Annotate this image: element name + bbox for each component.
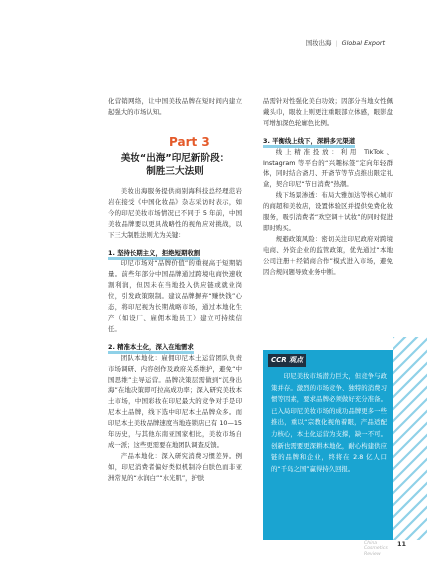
- ccr-paragraph: 印尼美妆市场潜力巨大，但竞争与政策并存。激烈的市场竞争、独特的消费习惯等因素，要求品牌必须做好充分准备。已入局印尼美妆市场的成功品牌更多一些推出，重以“宗教化视角着眼，产品适配力核心，本土化运营为支撑，缺一不可。创新也需要更深耕本地化，耐心构建供应链的品牌和企业，终将在 2.8 亿人口的“千岛之国”赢得持久回报。: [271, 372, 387, 473]
- section-title-line2: 制胜三大法则: [146, 166, 204, 177]
- left-column-top: [108, 96, 242, 118]
- stripe-pattern-graphic: [393, 337, 427, 540]
- body-paragraph-1: 美妆出海服务提供商别海科技总经理范岩岩在接受《中国化妆品》杂志采访时表示，如今的印尼美妆市场情况已不同于 5 年前，中国美妆品牌要以更具战略性的视角应对挑战，以下三大制胜法则尤为关键：: [108, 187, 242, 239]
- logo-line-2: Cosmetics: [364, 546, 388, 552]
- right-paragraph-4: 规避政策风险：密切关注印尼政府对跨境电商、外资企业的监管政策，优先通过“本地公司注册＋经销商合作”模式进入市场，避免因合规问题导致业务中断。: [263, 234, 393, 276]
- part-label: Part 3: [169, 135, 210, 149]
- ccr-opinion-text: [271, 371, 387, 475]
- subheading-2: [108, 342, 242, 353]
- subheading-3-text: 3. 平衡线上线下，深耕多元渠道: [263, 137, 355, 148]
- body-paragraph-4: 产品本地化：深入研究消费习惯差异。例如，印尼消费者偏好类似机制冷白肤色而非亚洲常见的“水润白”“水光肌”，护肤: [108, 451, 242, 482]
- header-section-en: Global Export: [341, 39, 385, 47]
- subheading-3: [263, 136, 393, 147]
- page-number: 11: [397, 540, 407, 548]
- body-paragraph-2: 印尼市场对“品牌价值”的重视高于短期销量。前些年部分中国品牌通过跨境电商快速收割利润，但因未在当地投入供应链或就业岗位，引发政策限制。建议品牌摒弃“赚快钱”心态，将印尼视为长期战略市场，通过本地化生产（如设厂、雇佣本地员工）建立可持续信任。: [108, 259, 242, 333]
- right-paragraph-3: 线下场景渗透：布局大雅加达等核心城市的商超和美妆店，设置体验区并提供免费化妆服务，吸引消费者“欢空调＋试妆”的同时促进即时购买。: [263, 191, 393, 232]
- subheading-1-text: 1. 坚持长期主义，拒绝短期收割: [108, 249, 200, 260]
- header-section-cn: 国妆出海: [305, 39, 332, 47]
- subheading-1: [108, 248, 242, 259]
- magazine-logo: [364, 541, 400, 557]
- body-paragraph-3: 团队本地化：雇佣印尼本土运营团队负责市场调研、内容创作及政府关系维护，避免“中国思维”主导运营。品牌决策层需做到“沉身出海”在地决策即可拉高成功率；深入研究美妆本土市场，中国彩妆在印尼最大的竞争对手是印尼本土品牌，线下选中印尼本土品牌众多。而印尼本土美妆品牌速度当地连锁店已有 10—15 年历史，与其他东南亚国家相比，美妆市场自成一派；这些更需要在地团队调查反馈。: [108, 353, 242, 449]
- section-title-line1: 美妆“出海”印尼新阶段：: [120, 153, 230, 164]
- logo-line-3: Review: [364, 551, 381, 557]
- intro-paragraph: 化营销网络，让中国美妆品牌在短时间内建立起强大的市场认知。: [108, 97, 242, 116]
- ccr-tag: CCR 观点: [268, 354, 306, 367]
- logo-line-1: China: [364, 541, 378, 546]
- decorative-stripes: [393, 337, 427, 540]
- right-paragraph-2: 线上精准投放：利用 TikTok、Instagram 等平台的“兴趣标签”定向年轻群体，同时结合斋月、开斋节等节点推出限定礼盒，契合印尼“节日消费”热潮。: [263, 147, 393, 189]
- right-column: [263, 96, 393, 278]
- right-paragraph-1: 品需针对性强化美白功效；因部分当地女性佩戴头巾，眼妆上则更注重眼部立体感，眼影盘可增加深色轮廓色比例。: [263, 97, 393, 127]
- subheading-2-text: 2. 精准本土化，深入在地需求: [108, 343, 194, 354]
- running-header: [0, 38, 385, 47]
- section-title: [108, 152, 242, 178]
- left-column-body: [108, 186, 242, 484]
- header-separator: |: [335, 39, 338, 47]
